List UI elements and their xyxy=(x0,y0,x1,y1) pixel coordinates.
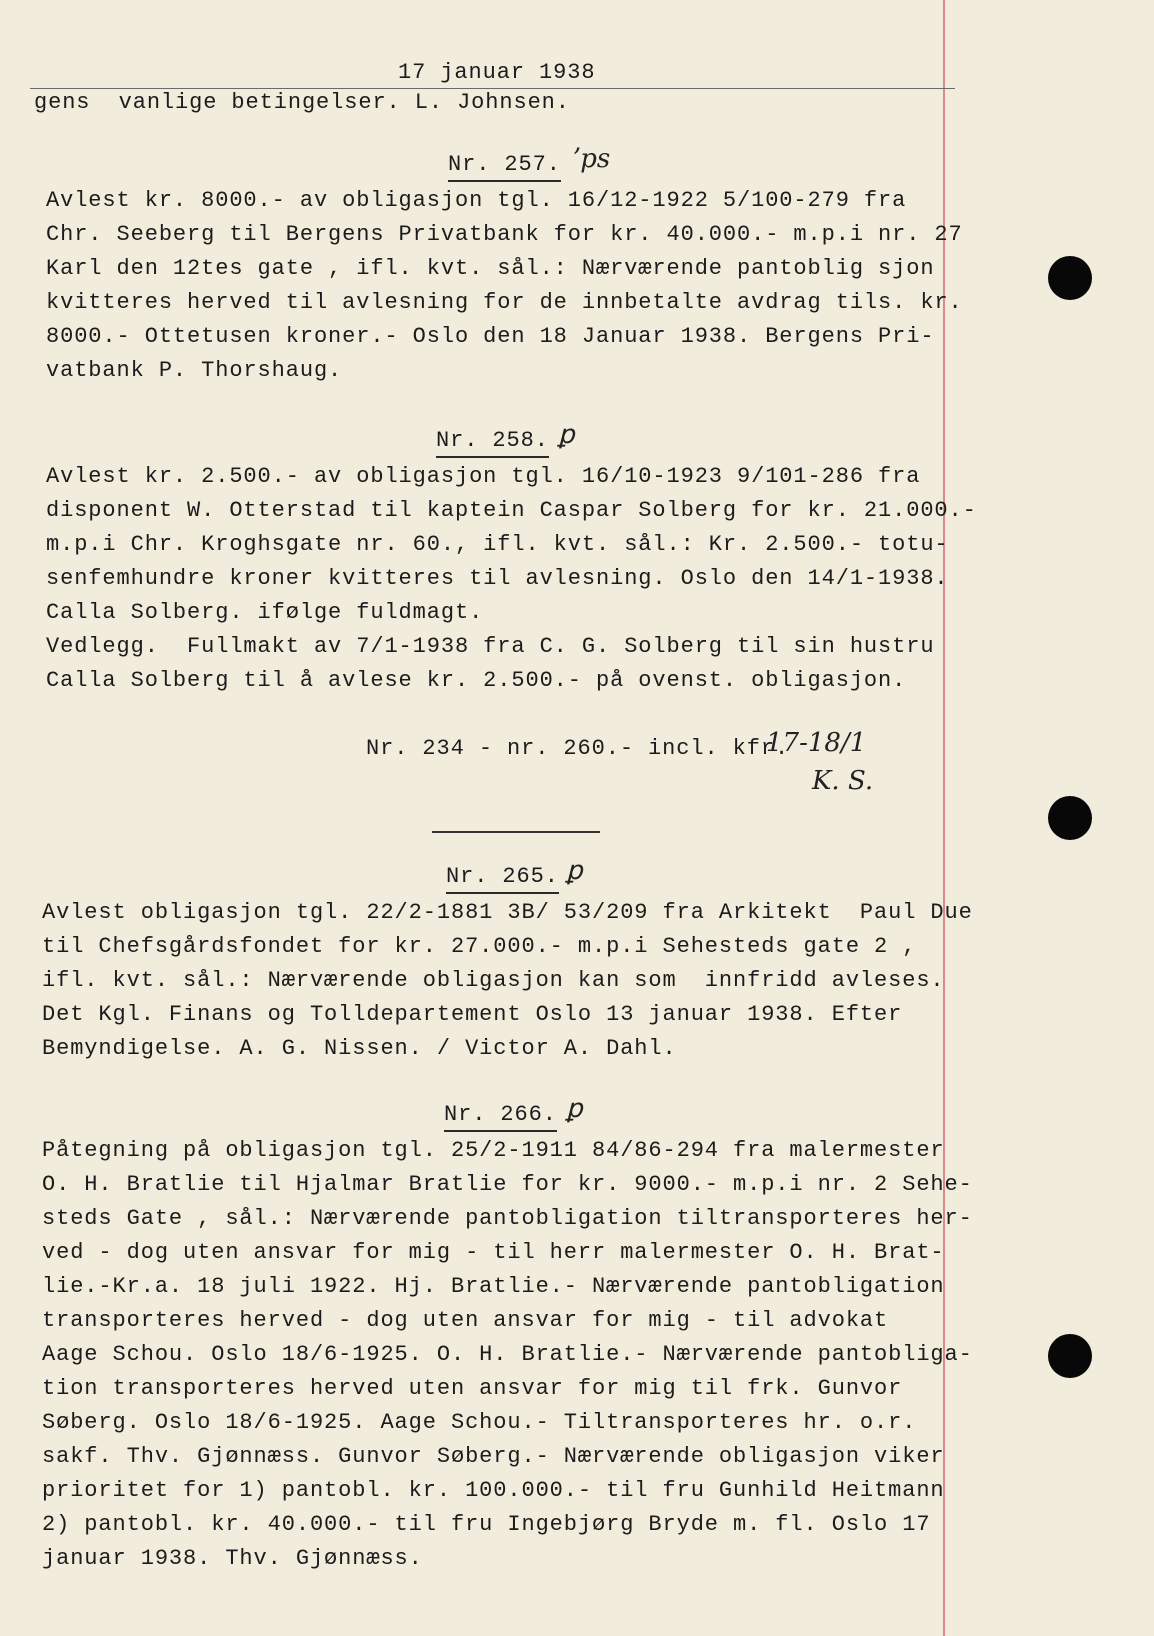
entry-line: vatbank P. Thorshaug. xyxy=(46,358,343,383)
handwritten-mark: ꝑ xyxy=(566,856,583,886)
entry-line: til Chefsgårdsfondet for kr. 27.000.- m.p.i Sehesteds gate 2 , xyxy=(42,934,917,959)
summary-text: Nr. 234 - nr. 260.- incl. kfr. xyxy=(366,736,790,761)
entry-number: Nr. 265. xyxy=(446,862,559,894)
entry-line: Calla Solberg. ifølge fuldmagt. xyxy=(46,600,484,625)
entry-line: Chr. Seeberg til Bergens Privatbank for kr. 40.000.- m.p.i nr. 27 xyxy=(46,222,963,247)
entry-line: Avlest kr. 8000.- av obligasjon tgl. 16/12-1922 5/100-279 fra xyxy=(46,188,907,213)
entry-line: Søberg. Oslo 18/6-1925. Aage Schou.- Tiltransporteres hr. o.r. xyxy=(42,1410,917,1435)
entry-line: steds Gate , sål.: Nærværende pantobligation tiltransporteres her- xyxy=(42,1206,973,1231)
punch-hole-top xyxy=(1048,256,1092,300)
entry-number: Nr. 257. xyxy=(448,150,561,182)
handwritten-date: 17-18/1 xyxy=(766,728,867,758)
entry-line: prioritet for 1) pantobl. kr. 100.000.- til fru Gunhild Heitmann xyxy=(42,1478,945,1503)
entry-line: Karl den 12tes gate , ifl. kvt. sål.: Nærværende pantoblig sjon xyxy=(46,256,935,281)
entry-line: Aage Schou. Oslo 18/6-1925. O. H. Bratlie.- Nærværende pantobliga- xyxy=(42,1342,973,1367)
entry-line: Bemyndigelse. A. G. Nissen. / Victor A. Dahl. xyxy=(42,1036,677,1061)
entry-line: Calla Solberg til å avlese kr. 2.500.- på ovenst. obligasjon. xyxy=(46,668,907,693)
entry-line: disponent W. Otterstad til kaptein Caspar Solberg for kr. 21.000.- xyxy=(46,498,977,523)
entry-line: transporteres herved - dog uten ansvar for mig - til advokat xyxy=(42,1308,889,1333)
handwritten-initials: K. S. xyxy=(812,766,874,796)
punch-hole-middle xyxy=(1048,796,1092,840)
entry-line: kvitteres herved til avlesning for de innbetalte avdrag tils. kr. xyxy=(46,290,963,315)
handwritten-mark: ꝑ xyxy=(566,1094,583,1124)
entry-line: 8000.- Ottetusen kroner.- Oslo den 18 Januar 1938. Bergens Pri- xyxy=(46,324,935,349)
entry-line: senfemhundre kroner kvitteres til avlesning. Oslo den 14/1-1938. xyxy=(46,566,949,591)
entry-line: 2) pantobl. kr. 40.000.- til fru Ingebjørg Bryde m. fl. Oslo 17 xyxy=(42,1512,931,1537)
punch-hole-bottom xyxy=(1048,1334,1092,1378)
entry-line: ved - dog uten ansvar for mig - til herr malermester O. H. Brat- xyxy=(42,1240,945,1265)
entry-line: Påtegning på obligasjon tgl. 25/2-1911 84/86-294 fra malermester xyxy=(42,1138,945,1163)
entry-line: ifl. kvt. sål.: Nærværende obligasjon kan som innfridd avleses. xyxy=(42,968,945,993)
entry-number: Nr. 266. xyxy=(444,1100,557,1132)
entry-line: m.p.i Chr. Kroghsgate nr. 60., ifl. kvt. sål.: Kr. 2.500.- totu- xyxy=(46,532,949,557)
page-date: 17 januar 1938 xyxy=(398,60,596,85)
section-divider xyxy=(432,831,600,833)
entry-line: O. H. Bratlie til Hjalmar Bratlie for kr. 9000.- m.p.i nr. 2 Sehe- xyxy=(42,1172,973,1197)
entry-line: Det Kgl. Finans og Tolldepartement Oslo 13 januar 1938. Efter xyxy=(42,1002,903,1027)
entry-line: tion transporteres herved uten ansvar for mig til frk. Gunvor xyxy=(42,1376,903,1401)
entry-line: Avlest obligasjon tgl. 22/2-1881 3B/ 53/209 fra Arkitekt Paul Due xyxy=(42,900,973,925)
handwritten-mark: ʼps xyxy=(572,144,611,174)
entry-line: sakf. Thv. Gjønnæss. Gunvor Søberg.- Nærværende obligasjon viker xyxy=(42,1444,945,1469)
entry-line: Avlest kr. 2.500.- av obligasjon tgl. 16/10-1923 9/101-286 fra xyxy=(46,464,921,489)
intro-line: gens vanlige betingelser. L. Johnsen. xyxy=(34,90,570,115)
entry-line: lie.-Kr.a. 18 juli 1922. Hj. Bratlie.- Nærværende pantobligation xyxy=(42,1274,945,1299)
handwritten-mark: ꝑ xyxy=(558,420,575,450)
entry-line: januar 1938. Thv. Gjønnæss. xyxy=(42,1546,423,1571)
entry-line: Vedlegg. Fullmakt av 7/1-1938 fra C. G. Solberg til sin hustru xyxy=(46,634,935,659)
entry-number: Nr. 258. xyxy=(436,426,549,458)
